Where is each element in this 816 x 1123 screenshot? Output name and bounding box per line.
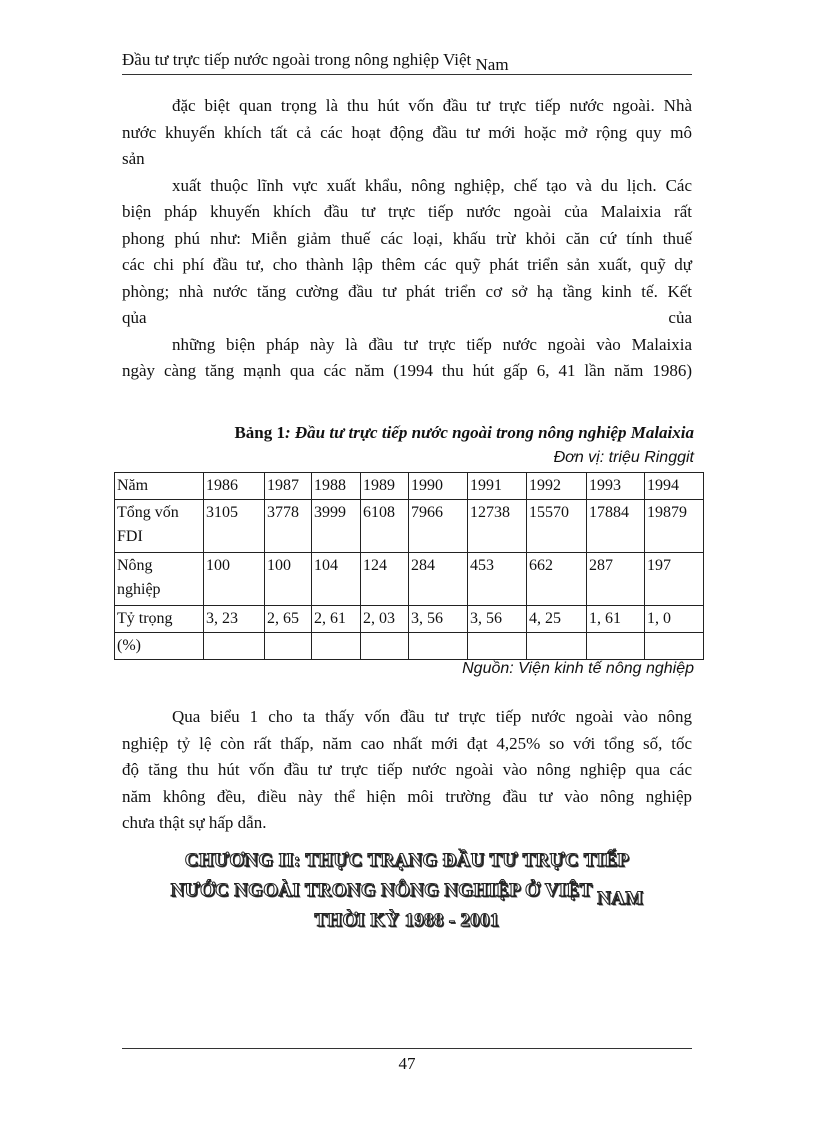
para1-line: xuất thuộc lĩnh vực xuất khẩu, nông nghiệp, chế tạo và du lịch. Các bbox=[172, 175, 692, 195]
table-cell-text: FDI bbox=[117, 528, 143, 545]
table-cell: 15570 bbox=[527, 500, 587, 553]
table-cell-empty bbox=[204, 633, 265, 660]
table-row-label bbox=[115, 500, 204, 553]
para2-line: Qua biểu 1 cho ta thấy vốn đầu tư trực tiếp nước ngoài vào nông bbox=[172, 707, 692, 726]
table-cell: 662 bbox=[527, 553, 587, 606]
para2-line: năm không đều, điều này thể hiện môi trường đầu tư vào nông nghiệp bbox=[122, 786, 692, 806]
table-cell-text: Nông bbox=[117, 557, 153, 574]
table-cell: 3, 56 bbox=[409, 606, 468, 633]
chapter-line-tail: NAM bbox=[597, 888, 644, 909]
table-cell: 1994 bbox=[645, 473, 704, 500]
table-cell: 2, 61 bbox=[312, 606, 361, 633]
table-cell: 1, 0 bbox=[645, 606, 704, 633]
para2-line: chưa thật sự hấp dẫn. bbox=[122, 813, 267, 832]
table-cell-empty bbox=[312, 633, 361, 660]
table-cell-text: nghiệp bbox=[117, 581, 161, 598]
para1-line: phòng; nhà nước tăng cường đầu tư phát triển cơ sở hạ tầng kinh tế. Kết bbox=[122, 281, 692, 301]
table-cell: 1993 bbox=[587, 473, 645, 500]
para2-line: độ tăng thu hút vốn đầu tư trực tiếp nước ngoài vào nông nghiệp qua các bbox=[122, 760, 692, 779]
paragraph-malaysia-policy bbox=[122, 93, 692, 385]
para1-split-line bbox=[122, 305, 692, 332]
para1-line: sản bbox=[122, 149, 145, 168]
footer-rule bbox=[122, 1048, 692, 1049]
table-cell: 17884 bbox=[587, 500, 645, 553]
para1-line: của bbox=[668, 308, 692, 327]
table-unit: Đơn vị: triệu Ringgit bbox=[553, 449, 694, 466]
table-cell: (%) bbox=[115, 633, 204, 660]
header-title-tail: Nam bbox=[475, 55, 509, 74]
table-cell: 1989 bbox=[361, 473, 409, 500]
para1-line: những biện pháp này là đầu tư trực tiếp nước ngoài vào Malaixia bbox=[172, 334, 692, 354]
table-cell: 1992 bbox=[527, 473, 587, 500]
table-caption bbox=[122, 423, 694, 443]
table-cell-empty bbox=[527, 633, 587, 660]
table-cell-empty bbox=[468, 633, 527, 660]
table-cell: 7966 bbox=[409, 500, 468, 553]
table-cell: 453 bbox=[468, 553, 527, 606]
table-cell: 3778 bbox=[265, 500, 312, 553]
table-cell-empty bbox=[587, 633, 645, 660]
table-cell: 197 bbox=[645, 553, 704, 606]
chapter-line: NƯỚC NGOÀI TRONG NÔNG NGHIỆP Ở VIỆT bbox=[170, 880, 593, 901]
running-header bbox=[122, 50, 692, 75]
table-cell-empty bbox=[645, 633, 704, 660]
table-cell: 1, 61 bbox=[587, 606, 645, 633]
table-cell: 6108 bbox=[361, 500, 409, 553]
para1-line: phong phú như: Miễn giảm thuế các loại, khấu trừ khỏi căn cứ tính thuế bbox=[122, 228, 692, 248]
para1-line: biện pháp khuyến khích đầu tư trực tiếp nước ngoài của Malaixia rất bbox=[122, 202, 692, 221]
table-cell: 104 bbox=[312, 553, 361, 606]
table-row-share-unit bbox=[115, 633, 704, 660]
para1-line: các chi phí đầu tư, cho thành lập thêm các quỹ phát triển sản xuất, quỹ dự bbox=[122, 255, 692, 274]
table-caption-text: : Đầu tư trực tiếp nước ngoài trong nông nghiệp Malaixia bbox=[284, 423, 694, 442]
table-cell: 100 bbox=[265, 553, 312, 606]
table-row-fdi bbox=[115, 500, 704, 553]
table-cell: 1988 bbox=[312, 473, 361, 500]
table-cell: 100 bbox=[204, 553, 265, 606]
table-cell: 19879 bbox=[645, 500, 704, 553]
page-number: 47 bbox=[398, 1054, 416, 1073]
table-cell: 3, 56 bbox=[468, 606, 527, 633]
table-cell: 124 bbox=[361, 553, 409, 606]
para1-line: nước khuyến khích tất cả các hoạt động đầu tư mới hoặc mở rộng quy mô bbox=[122, 122, 692, 142]
table-row-label bbox=[115, 553, 204, 606]
table-row-agriculture bbox=[115, 553, 704, 606]
table-row-years bbox=[115, 473, 704, 500]
table-cell: 2, 03 bbox=[361, 606, 409, 633]
table-cell-text: Tổng vốn bbox=[117, 504, 179, 521]
table-cell: 2, 65 bbox=[265, 606, 312, 633]
table-cell: 287 bbox=[587, 553, 645, 606]
table-cell: Tỷ trọng bbox=[115, 606, 204, 633]
table-cell: 1987 bbox=[265, 473, 312, 500]
table-cell: 12738 bbox=[468, 500, 527, 553]
para1-line: đặc biệt quan trọng là thu hút vốn đầu tư trực tiếp nước ngoài. Nhà bbox=[172, 96, 692, 115]
table-cell: 284 bbox=[409, 553, 468, 606]
table-cell: 3999 bbox=[312, 500, 361, 553]
fdi-table bbox=[114, 472, 704, 660]
table-cell-empty bbox=[265, 633, 312, 660]
table-source: Nguồn: Viện kinh tế nông nghiệp bbox=[462, 660, 694, 677]
chapter-line: CHƯƠNG II: THỰC TRẠNG ĐẦU TƯ TRỰC TIẾP bbox=[184, 850, 630, 871]
table-cell: 1990 bbox=[409, 473, 468, 500]
table-cell: 4, 25 bbox=[527, 606, 587, 633]
table-cell-empty bbox=[409, 633, 468, 660]
table-cell-empty bbox=[361, 633, 409, 660]
table-cell: 3, 23 bbox=[204, 606, 265, 633]
chapter-line-2 bbox=[122, 876, 692, 909]
chapter-heading bbox=[122, 846, 692, 936]
paragraph-analysis bbox=[122, 704, 692, 837]
table-cell: Năm bbox=[115, 473, 204, 500]
para2-line: nghiệp tỷ lệ còn rất thấp, năm cao nhất mới đạt 4,25% so với tổng số, tốc bbox=[122, 733, 692, 753]
header-title: Đầu tư trực tiếp nước ngoài trong nông nghiệp Việt bbox=[122, 50, 472, 69]
table-caption-label: Bảng 1 bbox=[234, 423, 285, 442]
para1-line: qủa bbox=[122, 308, 147, 327]
para1-line: ngày càng tăng mạnh qua các năm (1994 thu hút gấp 6, 41 lần năm 1986) bbox=[122, 361, 692, 380]
table-row-share bbox=[115, 606, 704, 633]
chapter-line: THỜI KỲ 1988 - 2001 bbox=[314, 910, 500, 931]
table-cell: 3105 bbox=[204, 500, 265, 553]
table-cell: 1991 bbox=[468, 473, 527, 500]
table-cell: 1986 bbox=[204, 473, 265, 500]
